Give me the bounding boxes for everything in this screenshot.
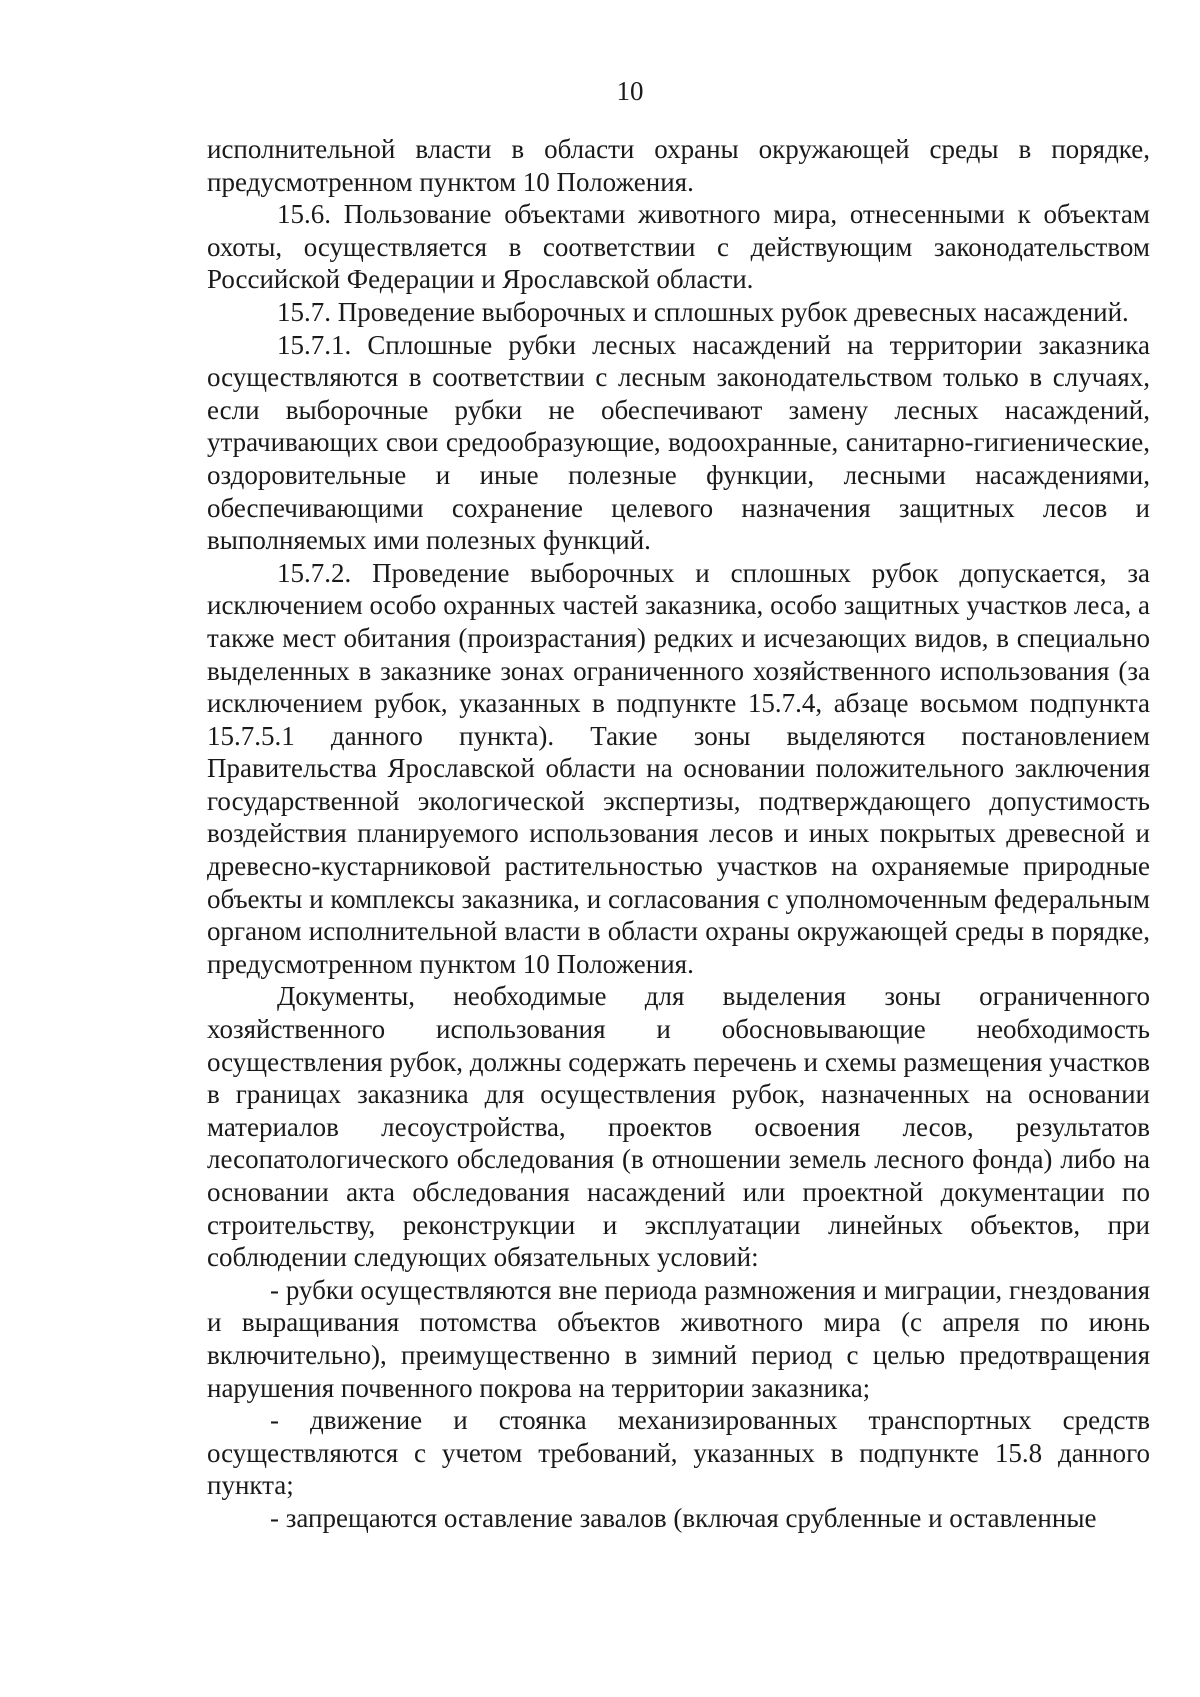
- paragraph-15-7: 15.7. Проведение выборочных и сплошных рубок древесных насаждений.: [277, 296, 1129, 327]
- paragraph-continuation: исполнительной власти в области охраны окружающей среды в порядке, предусмотренном пунктом 10 Положения.: [207, 134, 1150, 197]
- paragraph-documents: Документы, необходимые для выделения зоны ограниченного хозяйственного использования и обосновывающие необходимость осуществления рубок, должны содержать перечень и схемы размещения участков в границах заказника для осуществления рубок, назначенных на основании материалов лесоустройства, проектов освоения лесов, результатов лесопатологического обследования (в отношении земель лесного фонда) либо на основании акта обследования насаждений или проектной документации по строительству, реконструкции и эксплуатации линейных объектов, при соблюдении следующих обязательных условий:: [207, 981, 1150, 1273]
- paragraph-15-6: 15.6. Пользование объектами животного мира, отнесенными к объектам охоты, осуществляется в соответствии с действующим законодательством Российской Федерации и Ярославской области.: [207, 199, 1150, 295]
- paragraph-15-7-2: 15.7.2. Проведение выборочных и сплошных рубок допускается, за исключением особо охранных частей заказника, особо защитных участков леса, а также мест обитания (произрастания) редких и исчезающих видов, в специально выделенных в заказнике зонах ограниченного хозяйственного использования (за исключением рубок, указанных в подпункте 15.7.4, абзаце восьмом подпункта 15.7.5.1 данного пункта). Такие зоны выделяются постановлением Правительства Ярославской области на основании положительного заключения государственной экологической экспертизы, подтверждающего допустимость воздействия планируемого использования лесов и иных покрытых древесной и древесно-кустарниковой растительностью участков на охраняемые природные объекты и комплексы заказника, и согласования с уполномоченным федеральным органом исполнительной власти в области охраны окружающей среды в порядке, предусмотренном пунктом 10 Положения.: [207, 557, 1150, 979]
- list-item-debris-prohibition: - запрещаются оставление завалов (включая срубленные и оставленные: [270, 1502, 1097, 1533]
- paragraph-15-7-1: 15.7.1. Сплошные рубки лесных насаждений на территории заказника осуществляются в соответствии с лесным законодательством только в случаях, если выборочные рубки не обеспечивают замену лесных насаждений, утрачивающих свои средообразующие, водоохранные, санитарно-гигиенические, оздоровительные и иные полезные функции, лесными насаждениями, обеспечивающими сохранение целевого назначения защитных лесов и выполняемых ими полезных функций.: [207, 329, 1150, 556]
- list-item-logging-period: - рубки осуществляются вне периода размножения и миграции, гнездования и выращивания потомства объектов животного мира (с апреля по июнь включительно), преимущественно в зимний период с целью предотвращения нарушения почвенного покрова на территории заказника;: [207, 1274, 1150, 1403]
- page-number: 10: [616, 76, 644, 106]
- document-body: [207, 133, 1150, 1535]
- list-item-vehicle-movement: - движение и стоянка механизированных транспортных средств осуществляются с учетом требований, указанных в подпункте 15.8 данного пункта;: [207, 1405, 1150, 1501]
